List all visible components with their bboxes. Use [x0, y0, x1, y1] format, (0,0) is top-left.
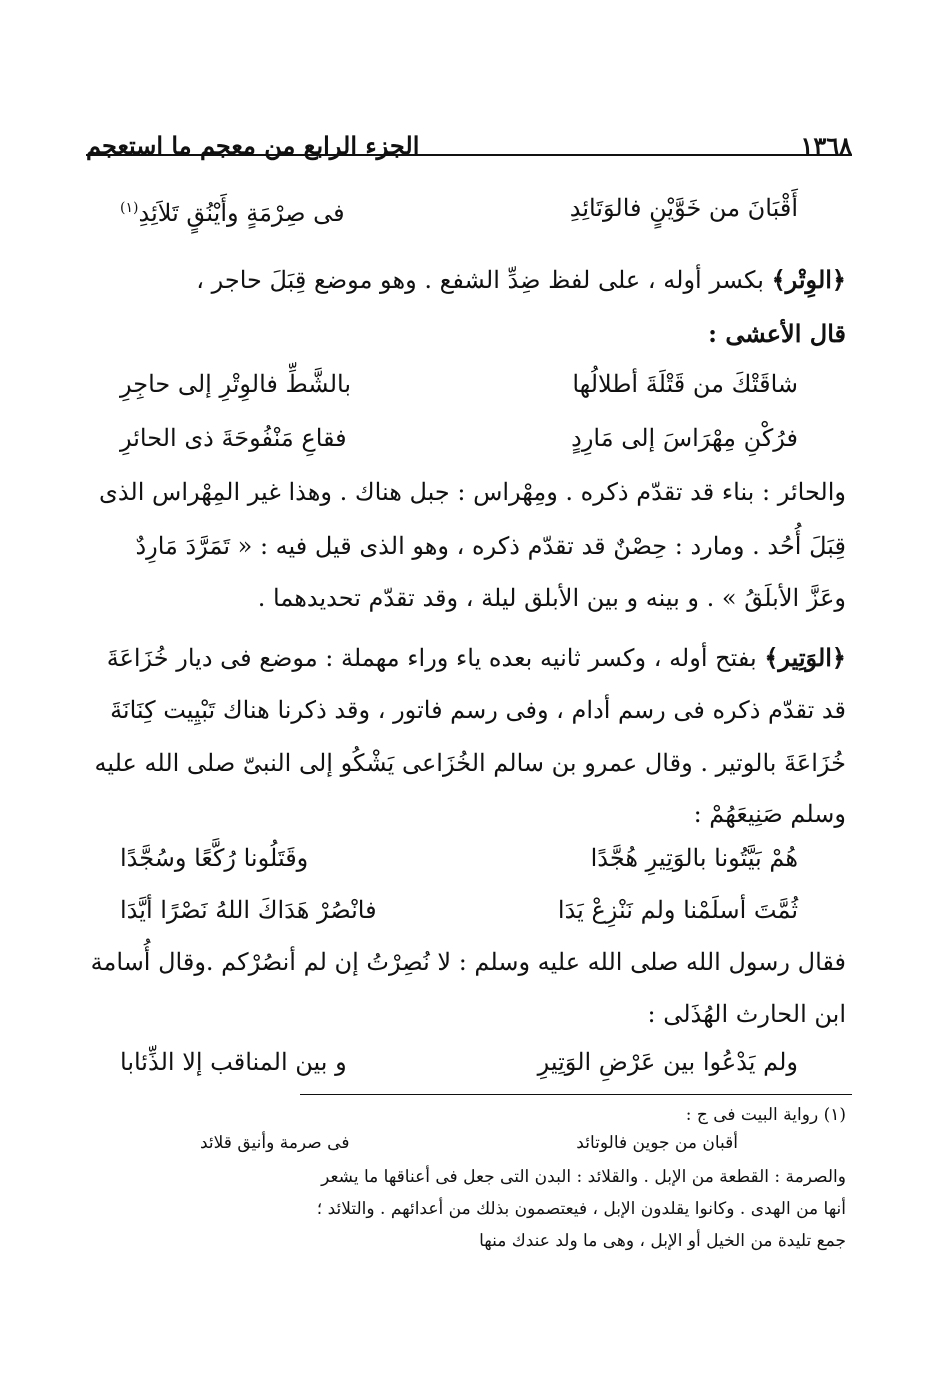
text-line: ﴿الوِتْر﴾ بكسر أوله ، على لفظ ضِدِّ الشفع . وهو موضع قِبَلَ حاجر ، — [196, 265, 846, 294]
verse-line — [120, 190, 798, 231]
headword: ﴿الوِتْر﴾ — [771, 265, 846, 294]
footnote-line: جمع تليدة من الخيل أو الإبل ، وهى ما ولد عندك منها — [479, 1231, 846, 1251]
verse-hemistich: فرُكْنِ مِهْرَاسَ إلى مَارِدٍ — [571, 424, 798, 452]
verse-line — [120, 840, 798, 876]
footnote-rule — [300, 1094, 852, 1095]
page-number: ١٣٦٨ — [800, 131, 852, 160]
headword: ﴿الوَتِير﴾ — [764, 643, 846, 672]
header-rule — [86, 154, 852, 156]
footnote-marker: (١) — [120, 200, 139, 216]
text-line: وعَزَّ الأبلَقُ » . و بينه و بين الأبلق ليلة ، وقد تقدّم تحديدهما . — [257, 584, 846, 612]
verse-hemistich: وقَتَلُونا رُكَّعًا وسُجَّدًا — [120, 844, 309, 872]
verse-line — [120, 892, 798, 928]
text-line: والحائر : بناء قد تقدّم ذكره . ومِهْراس : جبل هناك . وهذا غير المِهْراس الذى — [99, 478, 846, 506]
verse-line — [120, 1044, 798, 1080]
text-line: وسلم صَنِيعَهُمْ : — [693, 800, 846, 828]
footnote-verse — [200, 1130, 738, 1156]
page-header — [86, 112, 852, 160]
verse-hemistich: ولم يَدْعُوا بين عَرْضِ الوَتِيرِ — [537, 1048, 798, 1076]
text-line: ﴿الوَتِير﴾ بفتح أوله ، وكسر ثانيه بعده ياء وراء مهملة : موضع فى ديار خُزَاعَةَ — [106, 643, 846, 672]
footnote-line: (١) رواية البيت فى ج : — [685, 1105, 846, 1125]
footnote-hemistich: فى صرمة وأنيق قلائد — [200, 1133, 350, 1153]
verse-line — [120, 420, 798, 456]
text-line: قِبَلَ أُحُد . ومارد : حِصْنٌ قد تقدّم ذكره ، وهو الذى قيل فيه : « تَمَرَّدَ مَارِدٌ — [135, 532, 846, 560]
verse-hemistich: هُمْ بَيَّتُونا بالوَتِيرِ هُجَّدًا — [590, 844, 798, 872]
text-line: فقال رسول الله صلى الله عليه وسلم : لا نُصِرْتُ إن لم أنصُرْكم .وقال أُسامة — [90, 948, 846, 976]
verse-hemistich: و بين المناقب إلا الذِّئابا — [120, 1048, 347, 1076]
verse-hemistich: بالشَّطِّ فالوِتْرِ إلى حاجِرِ — [120, 370, 352, 398]
verse-hemistich: أَقْبَانَ من خَوَّيْنٍ فالوَتَائِدِ — [569, 194, 798, 222]
footnote-line: والصرمة : القطعة من الإبل . والقلائد : البدن التى جعل فى أعناقها ما يشعر — [321, 1167, 846, 1187]
text-line: خُزَاعَةَ بالوتير . وقال عمرو بن سالم الخُزَاعى يَشْكُو إلى النبىّ صلى الله عليه — [94, 749, 846, 777]
verse-hemistich: ثُمَّتَ أسلَمْنا ولم نَنْزِعْ يَدَا — [557, 896, 798, 924]
verse-hemistich: فقاعِ مَنْفُوحَةَ ذى الحائرِ — [120, 424, 347, 452]
running-title: الجزء الرابع من معجم ما استعجم — [86, 131, 420, 160]
verse-hemistich: شاقَتْكَ من قَتْلَةَ أطلالُها — [572, 370, 798, 398]
text-line: ابن الحارث الهُذَلى : — [647, 1000, 846, 1028]
verse-hemistich: فى صِرْمَةٍ وأَيْنُقٍ تَلاَئِدِ$^{(١)}$ — [120, 199, 345, 227]
text-line: قد تقدّم ذكره فى رسم أدام ، وفى رسم فاتور ، وقد ذكرنا هناك تَبْيِيت كِنَانَةَ — [110, 696, 846, 724]
text-line: قال الأعشى : — [708, 319, 846, 348]
footnote-hemistich: أقبان من جوين فالوتائد — [576, 1133, 738, 1153]
verse-hemistich: فانْصُرْ هَدَاكَ اللهُ نَصْرًا أيَّدَا — [120, 896, 377, 924]
footnote-line: أنها من الهدى . وكانوا يقلدون الإبل ، فيعتصمون بذلك من أعدائهم . والتلائد ؛ — [316, 1199, 846, 1219]
verse-line — [120, 366, 798, 402]
